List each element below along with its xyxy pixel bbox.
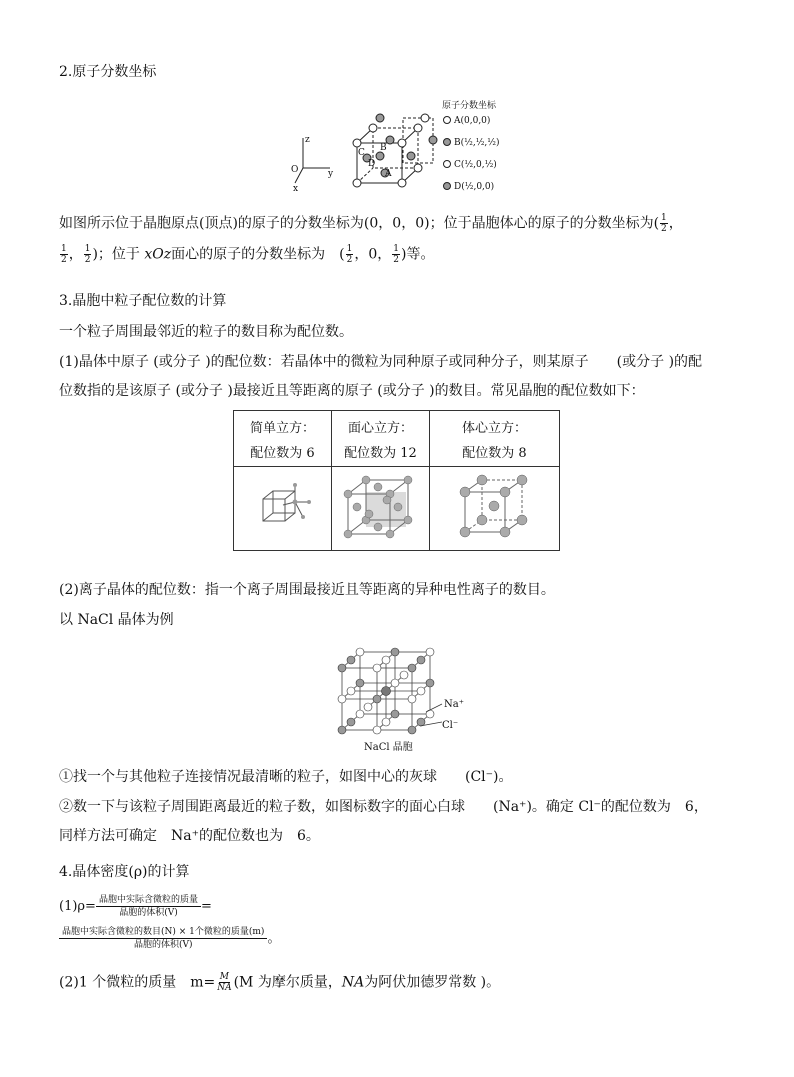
- axis-z-label: z: [305, 135, 310, 145]
- point-d-label: D: [368, 159, 376, 169]
- p1-line1: (1)晶体中原子 (或分子 )的配位数：若晶体中的微粒为同种原子或同种分子，则某原子 (或分子 )的配: [59, 354, 703, 370]
- origin-label: O: [291, 165, 299, 175]
- coordination-definition: 一个粒子周围最邻近的粒子的数目称为配位数。: [59, 324, 353, 340]
- particle-mass-line: (2)1 个微粒的质量 m= $\frac{M}{NA}$ (M 为摩尔质量，NA为阿伏加德罗常数 )。: [59, 972, 501, 993]
- header-simple-cubic: 简单立方： 配位数为 6: [234, 411, 332, 467]
- p2-ionic: (2)离子晶体的配位数：指一个离子周围最接近且等距离的异种电性离子的数目。: [59, 582, 555, 598]
- legend-title: 原子分数坐标: [442, 101, 497, 111]
- legend-item-b: B(½,½,½): [454, 138, 500, 148]
- section-4-heading: 4.晶体密度(ρ)的计算: [59, 864, 190, 880]
- fractional-coordinates-figure: [285, 98, 525, 198]
- na-ion-label: Na⁺: [444, 699, 464, 710]
- cl-ion-label: Cl⁻: [442, 720, 459, 731]
- frac-half: $\frac{1}{2}$: [661, 213, 667, 234]
- header-fcc: 面心立方： 配位数为 12: [332, 411, 430, 467]
- density-formula-2: 晶胞中实际含微粒的数目(N) × 1个微粒的质量(m) 晶胞的体积(V) 。: [59, 926, 280, 951]
- axis-x-label: x: [293, 184, 299, 194]
- coordination-table: [233, 410, 560, 551]
- coords-paragraph-line2: $\frac{1}{2}$ ， $\frac{1}{2}$ )；位于 xOz面心的原子的分数坐标为 ( $\frac{1}{2}$ ，0， $\frac{1}{2}$ )等。: [61, 244, 435, 265]
- point-a-label: A: [385, 169, 392, 179]
- section-2-heading: 2.原子分数坐标: [59, 64, 157, 80]
- legend-item-a: A(0,0,0): [454, 116, 491, 126]
- point-c-label: C: [358, 148, 365, 158]
- point-b-label: B: [380, 143, 387, 153]
- nacl-caption: NaCl 晶胞: [364, 742, 413, 753]
- legend-item-c: C(½,0,½): [454, 160, 497, 170]
- step-1: ①找一个与其他粒子连接情况最清晰的粒子，如图中心的灰球 (Cl⁻)。: [59, 769, 513, 785]
- nacl-cell-figure: [330, 640, 480, 755]
- density-fraction-1: 晶胞中实际含微粒的质量 晶胞的体积(V): [96, 894, 201, 919]
- step-2-line2: 同样方法可确定 Na⁺的配位数也为 6。: [59, 828, 320, 844]
- simple-cubic-figure: [234, 467, 332, 551]
- header-bcc: 体心立方： 配位数为 8: [430, 411, 560, 467]
- legend-item-d: D(½,0,0): [454, 182, 495, 192]
- coords-paragraph-line1: 如图所示位于晶胞原点(顶点)的原子的分数坐标为(0，0，0)；位于晶胞体心的原子的分数坐标为( $\frac{1}{2}$ ，: [59, 213, 683, 234]
- bcc-figure: [430, 467, 560, 551]
- fcc-figure: [332, 467, 430, 551]
- step-2-line1: ②数一下与该粒子周围距离最近的粒子数，如图标数字的面心白球 (Na⁺)。确定 Cl⁻的配位数为 6，: [59, 799, 708, 815]
- density-formula-1: (1)ρ= 晶胞中实际含微粒的质量 晶胞的体积(V) =: [59, 895, 212, 918]
- axis-y-label: y: [328, 169, 334, 179]
- nacl-intro: 以 NaCl 晶体为例: [59, 612, 174, 628]
- p1-line2: 位数指的是该原子 (或分子 )最接近且等距离的原子 (或分子 )的数目。常见晶胞的配位数如下：: [59, 383, 645, 399]
- density-fraction-2: 晶胞中实际含微粒的数目(N) × 1个微粒的质量(m) 晶胞的体积(V): [59, 926, 267, 951]
- section-3-heading: 3.晶胞中粒子配位数的计算: [59, 293, 227, 309]
